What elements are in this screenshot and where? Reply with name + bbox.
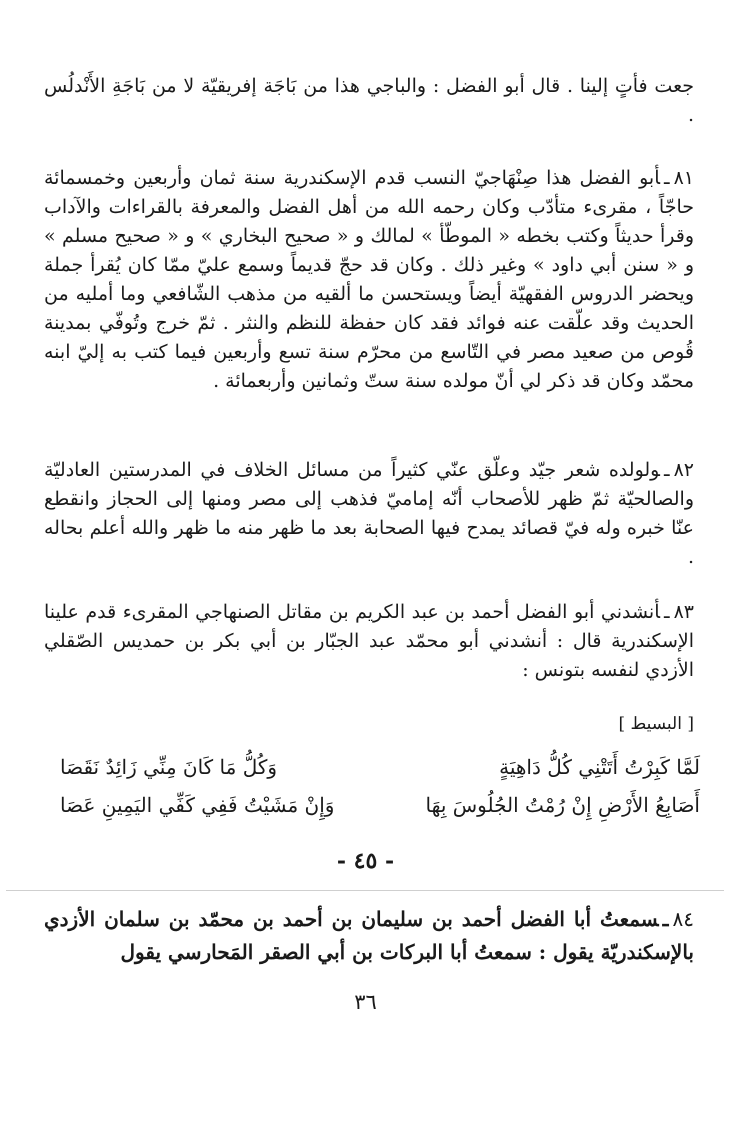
verse-second-hemistich: وَإِنْ مَشَيْتُ فَفِي كَفِّي اليَمِينِ عَصَا xyxy=(60,793,335,817)
continuation-paragraph xyxy=(44,72,694,130)
entry-dash: ـ xyxy=(662,907,669,931)
entry-text: ولولده شعر جيّد وعلّق عنّي كثيراً من مسائل الخلاف في المدرستين العادليّة والصالحيّة ثمّ ظهر للأصحاب أنّه إماميّ فذهب إلى مصر ومنها إلى الحجاز وانقطع عنّا خبره وله فيّ قصائد يمدح فيها الصحابة بعد ما ظهر منه ما ظهر والله أعلم بحاله . xyxy=(44,459,694,568)
entry-number: ٨١ xyxy=(673,167,694,189)
poem-meter: [ البسيط ] xyxy=(618,714,694,734)
verse-line xyxy=(60,752,700,782)
entry-number: ٨٢ xyxy=(673,459,694,481)
entry-text: سمعتُ أبا الفضل أحمد بن سليمان بن أحمد بن محمّد بن سلمان الأزدي بالإسكندريّة يقول : سمعتُ أبا البركات بن أبي الصقر المَحارسي يقول xyxy=(44,907,694,964)
entry-text: أبو الفضل هذا صِنْهَاجيّ النسب قدم الإسكندرية سنة ثمان وأربعين وخمسمائة حاجّاً ، مقرىء متأدّب وكان رحمه الله من أهل الفضل والمعرفة بالقراءات والآداب وقرأ حديثاً وكتب بخطه « الموطّأ » لمالك و « صحيح البخاري » و « صحيح مسلم » و « سنن أبي داود » وغير ذلك . وكان قد حجّ قديماً وسمع عليّ ممّا كان يُقرأ جملة ويحضر الدروس الفقهيّة أيضاً ويستحسن ما ألقيه من مذهب الشّافعي وما أمليه من الحديث وقد علّقت عنه فوائد فقد كان حفظة للنظم والنثر . ثمّ خرج وتُوفّي بمدينة قُوص من صعيد مصر في التّاسع من محرّم سنة تسع وأربعين فيما كتب به إليّ ابنه محمّد وكان قد ذكر لي أنّ مولده سنة ستّ وثمانين وأربعمائة . xyxy=(44,167,694,392)
verse-first-hemistich: لَمَّا كَبِرْتُ أَتَتْنِي كُلُّ دَاهِيَةٍ xyxy=(499,755,700,779)
entry-text: أنشدني أبو الفضل أحمد بن عبد الكريم بن مقاتل الصنهاجي المقرىء قدم علينا الإسكندرية قال : أنشدني أبو محمّد عبد الجبّار بن أبي بكر بن حمديس الصّقلي الأزدي لنفسه بتونس : xyxy=(44,601,694,681)
page-divider xyxy=(6,890,724,891)
entry-82 xyxy=(44,456,694,572)
page-number: ٣٦ xyxy=(354,990,377,1014)
entry-dash: ـ xyxy=(664,601,670,623)
verse-line xyxy=(60,790,700,820)
entry-dash: ـ xyxy=(664,459,670,481)
entry-number: ٨٣ xyxy=(673,601,694,623)
entry-dash: ـ xyxy=(664,167,670,189)
verse-second-hemistich: وَكُلُّ مَا كَانَ مِنِّي زَائِدٌ نَقَصَا xyxy=(60,755,278,779)
entry-number: ٨٤ xyxy=(672,907,694,931)
continuation-text: جعت فأتٍ إلينا . قال أبو الفضل : والباجي هذا من بَاجَة إفريقيّة لا من بَاجَةِ الأَنْدلُس . xyxy=(44,75,694,126)
entry-81 xyxy=(44,164,694,396)
entry-83 xyxy=(44,598,694,685)
page-marker: - ٤٥ - xyxy=(336,848,395,874)
entry-84 xyxy=(44,903,694,969)
verse-first-hemistich: أَصَابِعُ الأَرْضِ إِنْ رُمْتُ الجُلُوسَ بِهَا xyxy=(425,793,700,817)
